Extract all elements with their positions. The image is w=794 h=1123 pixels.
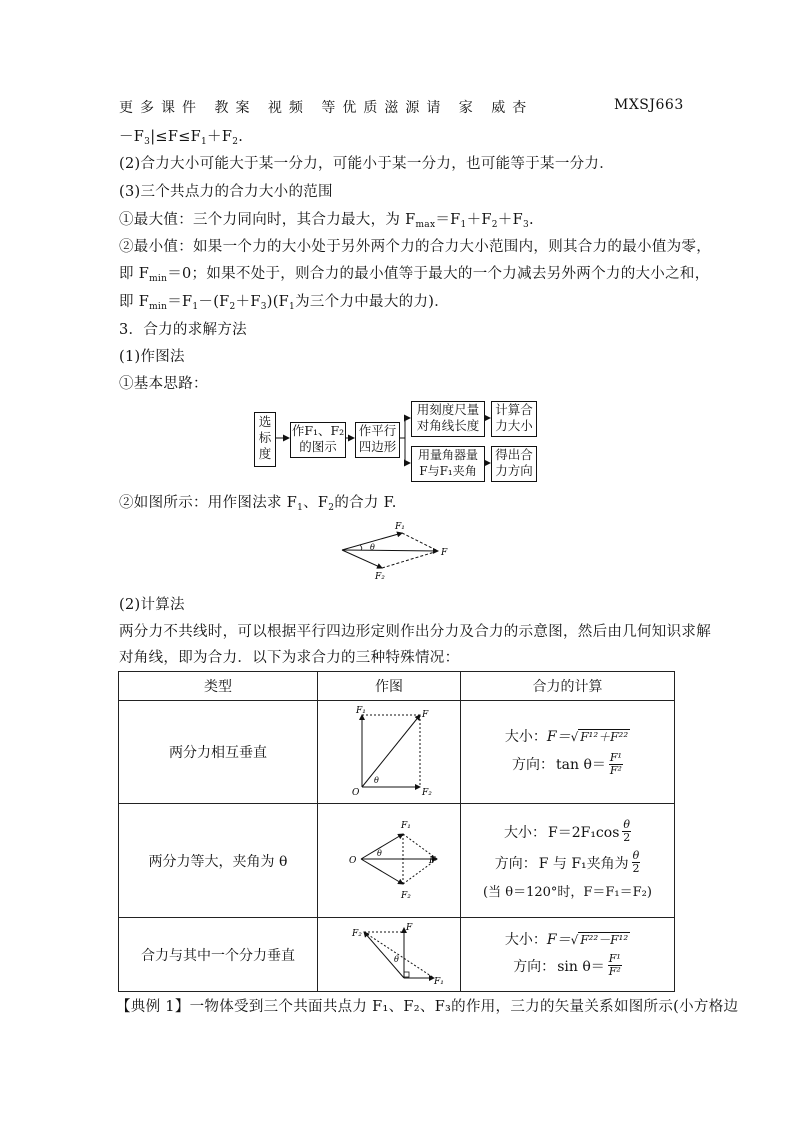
label-F1: F₁ [401,820,411,831]
table-row [119,804,675,918]
size-label: 大小： [504,728,547,745]
row2-calc [461,804,675,918]
arrow-3b [405,438,410,463]
subheading-calc-method: (2)计算法 [119,597,185,613]
flow-box-text: 计算合 力大小 [495,402,533,433]
rhombus-diagram [339,814,439,904]
subheading-graphic-method: (1)作图法 [119,349,185,365]
flow-box-draw-forces [290,422,346,458]
row3-diagram-cell [318,918,461,992]
table-header-diagram: 作图 [318,672,461,701]
size-label: 大小： [504,932,547,948]
label-F: F [406,922,413,933]
row2-note: (当 θ＝120°时，F＝F₁＝F₂) [483,885,652,900]
text-line-4: ①最大值：三个力同向时，其合力最大，为 $F_{max}=F_1+F_2+F_3$. [119,212,534,230]
flow-box-text: 作平行 四边形 [358,423,397,454]
dir-label: 方向： [512,757,555,773]
frac-num: θ [623,818,631,831]
row1-diagram-cell [318,701,461,804]
label-F: F [429,855,436,866]
flow-box-text: 用刻度尺量 对角线长度 [416,402,480,433]
frac-den: 2 [632,862,640,875]
label-F1: F₁ [356,705,366,716]
table-row [119,918,675,992]
text-basic-idea: ①基本思路： [119,376,208,392]
flow-box-text: 用量角器量 F与F₁夹角 [417,448,478,478]
resultant-force-table [118,671,675,992]
arrow-3a [399,418,410,438]
size-sqrt: F²²－F¹² [580,933,629,947]
row1-size: 大小：F＝√ F¹²＋F²² [504,728,629,745]
text-line-calc-2: 对角线，即为合力．以下为求合力的三种特殊情况： [119,650,460,666]
page-header-code: MXSJ663 [614,97,684,113]
label-F: F [441,548,448,558]
flow-box-select-scale [254,412,276,467]
vec-f2 [361,859,403,884]
table-header-calc: 合力的计算 [461,672,675,701]
right-angle-mark [404,972,409,977]
flow-box-text: 得出合 力方向 [495,447,533,478]
dashed-side-2 [382,551,438,568]
row2-direction [461,850,674,875]
section-heading-3: 3．合力的求解方法 [119,322,247,338]
row2-type: 两分力等大，夹角为 θ [119,804,318,918]
flow-box-direction [491,446,537,482]
table-row [119,701,675,804]
dir-label: 方向： [513,958,556,975]
angle-arc [360,545,362,550]
label-theta: θ [377,848,382,858]
row1-type: 两分力相互垂直 [119,701,318,804]
frac-num: F¹ [609,750,622,764]
flow-box-parallelogram [355,422,400,458]
label-theta: θ [374,775,379,785]
flow-box-measure-diagonal [411,401,485,437]
frac-num: F¹ [608,952,621,965]
text-example-figure: ②如图所示：用作图法求 $F_1$、$F_2$的合力 F. [119,495,397,513]
flow-box-compute-magnitude [491,401,537,437]
frac-den: F² [609,763,622,777]
dir-formula: sin θ＝ [557,958,605,975]
text-line-1: $-F_3|\le F\le F_1+F_2$. [119,129,244,147]
table-header-row [119,672,675,701]
label-F1: F₁ [395,522,405,532]
vector-F [342,550,438,551]
vector-F2 [342,550,382,568]
perpendicular-diagram [344,703,434,798]
row2-size [461,819,674,844]
row3-size: 大小：F＝√ F²²－F¹² [504,932,629,948]
row1-calc [461,701,675,804]
page-header-text: 更多课件 教案 视频 等优质滋源请 家 威杏 [119,100,534,116]
row3-direction [461,953,674,978]
dir-formula: tan θ＝ [556,757,606,773]
text-line-5: ②最小值：如果一个力的大小处于另外两个力的合力大小范围内，则其合力的最小值为零， [119,239,711,255]
frac-den: 2 [623,831,631,844]
flow-box-text: 选 标 度 [258,414,272,461]
label-F2: F₂ [352,928,362,939]
vec-f [362,715,420,787]
label-theta: θ [370,543,375,552]
row1-direction [461,752,674,777]
flow-box-measure-angle [411,446,485,482]
row3-type: 合力与其中一个分力垂直 [119,918,318,992]
text-line-2: (2)合力大小可能大于某一分力，可能小于某一分力，也可能等于某一分力． [119,156,615,172]
dashed-side-1 [402,533,438,551]
dash-2 [364,932,434,978]
size-formula: F＝ [546,728,571,745]
frac-den: F² [608,965,621,978]
label-F2: F₂ [422,787,432,798]
size-formula: F＝ [546,932,571,948]
table-header-type: 类型 [119,672,318,701]
label-F2: F₂ [401,890,411,901]
label-F1: F₁ [434,976,444,986]
label-O: O [349,855,357,866]
row2-diagram-cell [318,804,461,918]
dir-formula: F 与 F₁夹角为 [538,855,629,872]
vec-f1 [361,834,403,859]
parallelogram-figure [330,515,460,585]
size-formula: F＝2F₁cos [547,824,620,841]
size-label: 大小： [503,824,546,841]
text-line-calc-1: 两分力不共线时，可以根据平行四边形定则作出分力及合力的示意图，然后由几何知识求解 [119,624,711,640]
flow-box-text: 作F₁、F₂ 的图示 [291,423,345,454]
label-theta: θ [394,954,399,964]
row3-calc [461,918,675,992]
dir-label: 方向： [494,855,537,872]
label-F: F [422,709,429,720]
text-line-6: 即 $F_{min}=0$；如果不处于，则合力的最小值等于最大的一个力减去另外两个力的大小之和， [119,266,710,284]
example-1-text: 【典例 1】一物体受到三个共面共点力 F₁、F₂、F₃的作用，三力的矢量关系如图所示(小方格边 [116,999,739,1015]
label-O: O [352,787,360,798]
frac-num: θ [632,849,640,862]
label-F2: F₂ [375,572,385,582]
right-angle-diagram [334,920,444,986]
size-sqrt: F¹²＋F²² [580,729,629,744]
text-line-3: (3)三个共点力的合力大小的范围 [119,184,333,200]
text-line-7: 即 $F_{min}=F_1-(F_2+F_3)(F_1$为三个力中最大的力)． [119,294,450,312]
